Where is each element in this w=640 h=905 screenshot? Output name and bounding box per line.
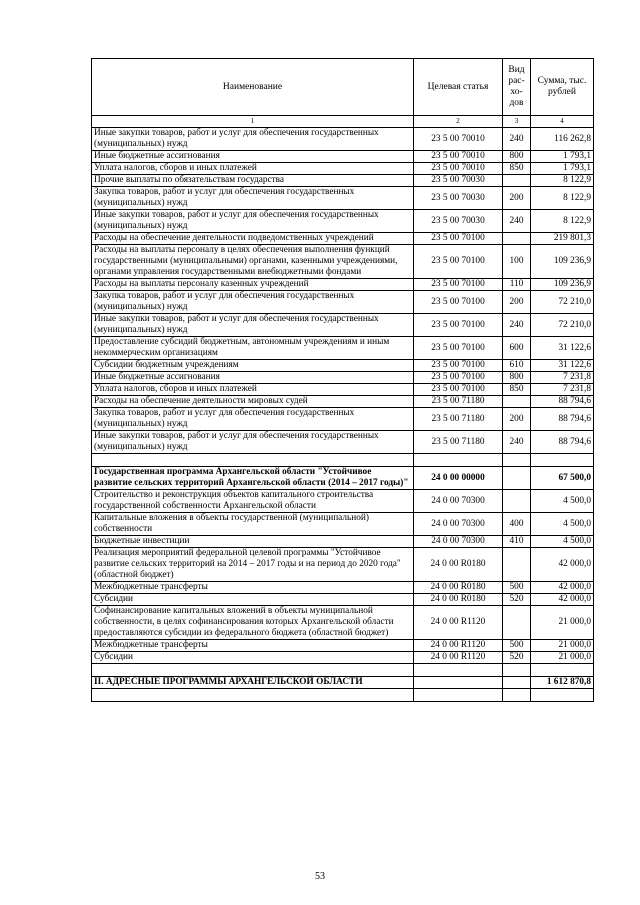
table-row: [92, 128, 594, 151]
kind-cell: 240: [503, 314, 531, 337]
kind-cell: 520: [503, 652, 531, 664]
name-cell: Расходы на выплаты персоналу в целях обеспечения выполнения функций государственными (муниципальными) органами, казенными учреждениями, органами управления государственными внебюджетными фондами: [92, 245, 414, 279]
sum-cell: 219 801,3: [531, 233, 594, 245]
name-cell: Капитальные вложения в объекты государственной (муниципальной) собственности: [92, 513, 414, 536]
table-row: [92, 677, 594, 689]
sum-cell: 109 236,9: [531, 279, 594, 291]
sum-cell: 21 000,0: [531, 640, 594, 652]
name-cell: Софинансирование капитальных вложений в объекты муниципальной собственности, в целях софинансирования которых Архангельской области предоставляются субсидии из федерального бюджета (областной бюджет): [92, 606, 414, 640]
column-number: 3: [503, 116, 531, 128]
sum-cell: [531, 454, 594, 467]
column-number: 1: [92, 116, 414, 128]
blank-row: [92, 454, 594, 467]
code-cell: 23 5 00 70030: [414, 210, 503, 233]
table-row: [92, 372, 594, 384]
kind-cell: 850: [503, 384, 531, 396]
table-row: [92, 396, 594, 408]
kind-cell: 850: [503, 163, 531, 175]
kind-cell: 600: [503, 337, 531, 360]
code-cell: [414, 454, 503, 467]
kind-cell: 240: [503, 210, 531, 233]
code-cell: 23 5 00 70100: [414, 372, 503, 384]
code-cell: 23 5 00 71180: [414, 408, 503, 431]
code-cell: 23 5 00 70100: [414, 291, 503, 314]
table-row: [92, 337, 594, 360]
code-cell: [414, 664, 503, 677]
sum-cell: 72 210,0: [531, 291, 594, 314]
sum-cell: 21 000,0: [531, 606, 594, 640]
sum-cell: 1 612 870,8: [531, 677, 594, 689]
sum-cell: 109 236,9: [531, 245, 594, 279]
table-row: [92, 408, 594, 431]
kind-cell: 400: [503, 513, 531, 536]
name-cell: Уплата налогов, сборов и иных платежей: [92, 163, 414, 175]
sum-cell: [531, 689, 594, 702]
kind-cell: 500: [503, 582, 531, 594]
sum-cell: 1 793,1: [531, 151, 594, 163]
name-cell: Иные закупки товаров, работ и услуг для обеспечения государственных (муниципальных) нужд: [92, 314, 414, 337]
code-cell: 23 5 00 70100: [414, 337, 503, 360]
sum-cell: 116 262,8: [531, 128, 594, 151]
table-row: [92, 640, 594, 652]
sum-cell: 31 122,6: [531, 360, 594, 372]
code-cell: 23 5 00 70100: [414, 360, 503, 372]
code-cell: 24 0 00 R1120: [414, 640, 503, 652]
kind-cell: 200: [503, 187, 531, 210]
name-cell: Иные бюджетные ассигнования: [92, 372, 414, 384]
kind-cell: [503, 548, 531, 582]
table-row: [92, 467, 594, 490]
code-cell: [414, 689, 503, 702]
table-row: [92, 490, 594, 513]
name-cell: Закупка товаров, работ и услуг для обеспечения государственных (муниципальных) нужд: [92, 408, 414, 431]
sum-cell: [531, 664, 594, 677]
kind-cell: 610: [503, 360, 531, 372]
code-cell: 23 5 00 70010: [414, 151, 503, 163]
sum-cell: 88 794,6: [531, 408, 594, 431]
name-cell: Межбюджетные трансферты: [92, 640, 414, 652]
name-cell: Бюджетные инвестиции: [92, 536, 414, 548]
table-row: [92, 606, 594, 640]
kind-cell: [503, 233, 531, 245]
name-cell: Иные закупки товаров, работ и услуг для обеспечения государственных (муниципальных) нужд: [92, 210, 414, 233]
kind-cell: [503, 396, 531, 408]
sum-cell: 7 231,8: [531, 372, 594, 384]
header-sum: Сумма, тыс. рублей: [531, 59, 594, 116]
code-cell: 23 5 00 70100: [414, 314, 503, 337]
code-cell: 23 5 00 70010: [414, 128, 503, 151]
header-code: Целевая статья: [414, 59, 503, 116]
kind-cell: [503, 606, 531, 640]
table-row: [92, 652, 594, 664]
sum-cell: 88 794,6: [531, 396, 594, 408]
name-cell: II. АДРЕСНЫЕ ПРОГРАММЫ АРХАНГЕЛЬСКОЙ ОБЛАСТИ: [92, 677, 414, 689]
table-row: [92, 513, 594, 536]
table-row: [92, 536, 594, 548]
code-cell: 24 0 00 70300: [414, 490, 503, 513]
table-row: [92, 245, 594, 279]
code-cell: 24 0 00 R0180: [414, 594, 503, 606]
sum-cell: 31 122,6: [531, 337, 594, 360]
sum-cell: 7 231,8: [531, 384, 594, 396]
name-cell: Иные закупки товаров, работ и услуг для обеспечения государственных (муниципальных) нужд: [92, 431, 414, 454]
blank-row: [92, 689, 594, 702]
kind-cell: [503, 175, 531, 187]
kind-cell: 200: [503, 291, 531, 314]
header-kind: Вид рас-хо-дов: [503, 59, 531, 116]
kind-cell: 410: [503, 536, 531, 548]
name-cell: Реализация мероприятий федеральной целевой программы "Устойчивое развитие сельских территорий на 2014 – 2017 годы и на период до 2020 года" (областной бюджет): [92, 548, 414, 582]
sum-cell: 42 000,0: [531, 582, 594, 594]
name-cell: Субсидии бюджетным учреждениям: [92, 360, 414, 372]
name-cell: Уплата налогов, сборов и иных платежей: [92, 384, 414, 396]
kind-cell: [503, 454, 531, 467]
table-row: [92, 279, 594, 291]
header-name: Наименование: [92, 59, 414, 116]
kind-cell: 240: [503, 431, 531, 454]
table-row: [92, 233, 594, 245]
name-cell: Иные закупки товаров, работ и услуг для обеспечения государственных (муниципальных) нужд: [92, 128, 414, 151]
sum-cell: 21 000,0: [531, 652, 594, 664]
code-cell: 24 0 00 R1120: [414, 606, 503, 640]
table-header-row: [92, 59, 594, 116]
sum-cell: 1 793,1: [531, 163, 594, 175]
kind-cell: 110: [503, 279, 531, 291]
table-row: [92, 314, 594, 337]
name-cell: Закупка товаров, работ и услуг для обеспечения государственных (муниципальных) нужд: [92, 291, 414, 314]
name-cell: [92, 689, 414, 702]
table-row: [92, 360, 594, 372]
table-row: [92, 291, 594, 314]
name-cell: [92, 664, 414, 677]
name-cell: Прочие выплаты по обязательствам государства: [92, 175, 414, 187]
kind-cell: 100: [503, 245, 531, 279]
code-cell: 23 5 00 70030: [414, 175, 503, 187]
sum-cell: 42 000,0: [531, 594, 594, 606]
kind-cell: 520: [503, 594, 531, 606]
name-cell: Субсидии: [92, 594, 414, 606]
name-cell: Субсидии: [92, 652, 414, 664]
table-row: [92, 594, 594, 606]
name-cell: [92, 454, 414, 467]
code-cell: 24 0 00 70300: [414, 513, 503, 536]
column-number-row: [92, 116, 594, 128]
code-cell: 23 5 00 70100: [414, 233, 503, 245]
sum-cell: 67 500,0: [531, 467, 594, 490]
name-cell: Межбюджетные трансферты: [92, 582, 414, 594]
table-row: [92, 548, 594, 582]
column-number: 4: [531, 116, 594, 128]
table-row: [92, 163, 594, 175]
column-number: 2: [414, 116, 503, 128]
kind-cell: 200: [503, 408, 531, 431]
table-row: [92, 582, 594, 594]
sum-cell: 4 500,0: [531, 536, 594, 548]
table-row: [92, 384, 594, 396]
kind-cell: [503, 467, 531, 490]
code-cell: 24 0 00 00000: [414, 467, 503, 490]
kind-cell: [503, 490, 531, 513]
table-row: [92, 151, 594, 163]
name-cell: Строительство и реконструкция объектов капитального строительства государственной собственности Архангельской области: [92, 490, 414, 513]
blank-row: [92, 664, 594, 677]
sum-cell: 4 500,0: [531, 490, 594, 513]
kind-cell: 800: [503, 151, 531, 163]
kind-cell: 800: [503, 372, 531, 384]
code-cell: 23 5 00 70100: [414, 384, 503, 396]
sum-cell: 8 122,9: [531, 187, 594, 210]
code-cell: 23 5 00 70100: [414, 279, 503, 291]
sum-cell: 42 000,0: [531, 548, 594, 582]
table-row: [92, 175, 594, 187]
sum-cell: 88 794,6: [531, 431, 594, 454]
kind-cell: 240: [503, 128, 531, 151]
name-cell: Расходы на обеспечение деятельности мировых судей: [92, 396, 414, 408]
code-cell: 23 5 00 70010: [414, 163, 503, 175]
sum-cell: 72 210,0: [531, 314, 594, 337]
name-cell: Государственная программа Архангельской области "Устойчивое развитие сельских территорий Архангельской области (2014 – 2017 годы)": [92, 467, 414, 490]
code-cell: [414, 677, 503, 689]
code-cell: 24 0 00 R0180: [414, 548, 503, 582]
sum-cell: 4 500,0: [531, 513, 594, 536]
code-cell: 23 5 00 70100: [414, 245, 503, 279]
name-cell: Иные бюджетные ассигнования: [92, 151, 414, 163]
name-cell: Расходы на выплаты персоналу казенных учреждений: [92, 279, 414, 291]
code-cell: 23 5 00 71180: [414, 396, 503, 408]
name-cell: Предоставление субсидий бюджетным, автономным учреждениям и иным некоммерческим организациям: [92, 337, 414, 360]
name-cell: Закупка товаров, работ и услуг для обеспечения государственных (муниципальных) нужд: [92, 187, 414, 210]
code-cell: 23 5 00 71180: [414, 431, 503, 454]
kind-cell: [503, 664, 531, 677]
code-cell: 24 0 00 R0180: [414, 582, 503, 594]
kind-cell: 500: [503, 640, 531, 652]
table-row: [92, 210, 594, 233]
code-cell: 24 0 00 70300: [414, 536, 503, 548]
table-row: [92, 431, 594, 454]
table-row: [92, 187, 594, 210]
kind-cell: [503, 689, 531, 702]
code-cell: 23 5 00 70030: [414, 187, 503, 210]
kind-cell: [503, 677, 531, 689]
code-cell: 24 0 00 R1120: [414, 652, 503, 664]
page-number: 53: [315, 871, 325, 882]
budget-table: [91, 58, 594, 702]
table-body: [92, 128, 594, 702]
name-cell: Расходы на обеспечение деятельности подведомственных учреждений: [92, 233, 414, 245]
sum-cell: 8 122,9: [531, 175, 594, 187]
sum-cell: 8 122,9: [531, 210, 594, 233]
